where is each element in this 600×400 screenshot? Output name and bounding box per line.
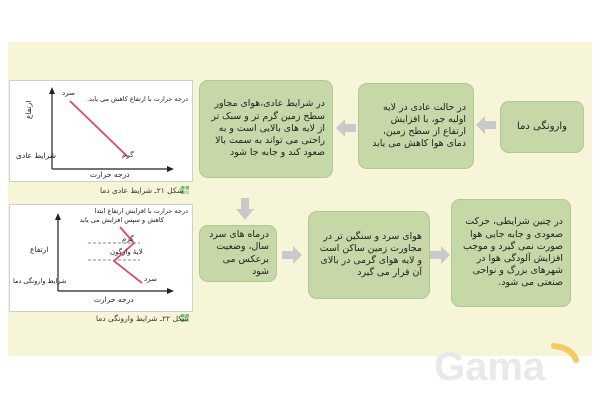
figure2-side-label: شرایط وارونگی دما xyxy=(13,277,67,285)
figure2-warm-label: گرم xyxy=(122,235,134,243)
figure2-cold-label: سرد xyxy=(144,275,157,283)
gama-logo-watermark xyxy=(426,338,586,388)
figure-normal-temperature xyxy=(9,80,193,182)
figure2-note-line2: کاهش و سپس افزایش می یابد xyxy=(79,216,164,224)
arrow-right-icon xyxy=(282,246,302,264)
arrow-step4-to-step5 xyxy=(282,245,302,265)
arrow-left-icon xyxy=(336,119,356,137)
arrow-left-icon xyxy=(476,116,496,134)
figure-temperature-inversion xyxy=(9,204,193,312)
arrow-right-icon xyxy=(430,246,450,264)
arrow-step1-to-step2 xyxy=(476,115,496,135)
figure1-temperature-line xyxy=(70,101,128,157)
figure1-caption: شکل ۲۱ـ شرایط عادی دما xyxy=(100,186,184,195)
figure2-x-label: درجه حرارت xyxy=(94,295,134,304)
box-pollution-result xyxy=(451,199,571,307)
logo-swoosh-icon xyxy=(554,346,576,360)
figure1-y-label: ارتفاع xyxy=(24,100,33,119)
box-surface-air xyxy=(199,80,333,178)
figure2-y-arrow-icon xyxy=(55,213,61,220)
box-cold-air-layer-text: هوای سرد و سنگین تر در مجاورت زمین ساکن است و لایه هوای گرمی در بالای آن قرار می گیرد xyxy=(319,230,422,279)
figure1-note: درجه حرارت با ارتفاع کاهش می یابد. xyxy=(86,95,188,103)
figure1-x-arrow-icon xyxy=(167,166,174,172)
figure1-cold-label: سرد xyxy=(62,89,75,97)
arrow-down-icon xyxy=(236,198,254,220)
figure1-y-arrow-icon xyxy=(49,87,55,94)
figure1-side-label: شرایط عادی xyxy=(16,151,57,160)
arrow-step3-to-step4 xyxy=(236,198,254,220)
box-cold-air-layer xyxy=(308,211,430,299)
box-cold-months-text: درماه های سرد سال، وضعیت برعکس می شود xyxy=(209,229,269,277)
arrow-step5-to-step6 xyxy=(430,245,450,265)
figure2-x-arrow-icon xyxy=(167,288,174,294)
figure2-caption: شکل ۲۲ـ شرایط وارونگی دما xyxy=(96,314,189,323)
logo-text: Gama xyxy=(434,345,546,388)
box-temperature-inversion xyxy=(500,101,584,153)
figure2-y-label: ارتفاع xyxy=(30,245,49,254)
box-temperature-inversion-text: وارونگی دما xyxy=(517,120,567,132)
figure2-layer-label: لایهٔ وارگون xyxy=(110,248,143,256)
box-cold-months xyxy=(199,225,277,282)
box-normal-condition-text: در حالت عادی در لایه اولیه جو، با افزایش ارتفاع از سطح زمین، دمای هوا کاهش می یابد xyxy=(372,101,466,150)
box-surface-air-text: در شرایط عادی،هوای مجاور سطح زمین گرم تر و سبک تر از لایه های بالایی است و به راحتی می تواند به سمت بالا صعود کند و جابه جا شود xyxy=(211,98,325,159)
figure1-warm-label: گرم xyxy=(122,151,134,159)
box-pollution-result-text: در چنین شرایطی، حرکت صعودی و جابه جایی هوا صورت نمی گیرد و موجب افزایش آلودگی هوا در شهرهای بزرگ و نواحی صنعتی می شود. xyxy=(463,216,563,289)
arrow-step2-to-step3 xyxy=(336,118,356,138)
figure2-note-line1: درجه حرارت با افزایش ارتفاع ابتدا xyxy=(94,207,188,215)
box-normal-condition xyxy=(358,83,474,169)
figure1-x-label: درجه حرارت xyxy=(90,170,130,179)
